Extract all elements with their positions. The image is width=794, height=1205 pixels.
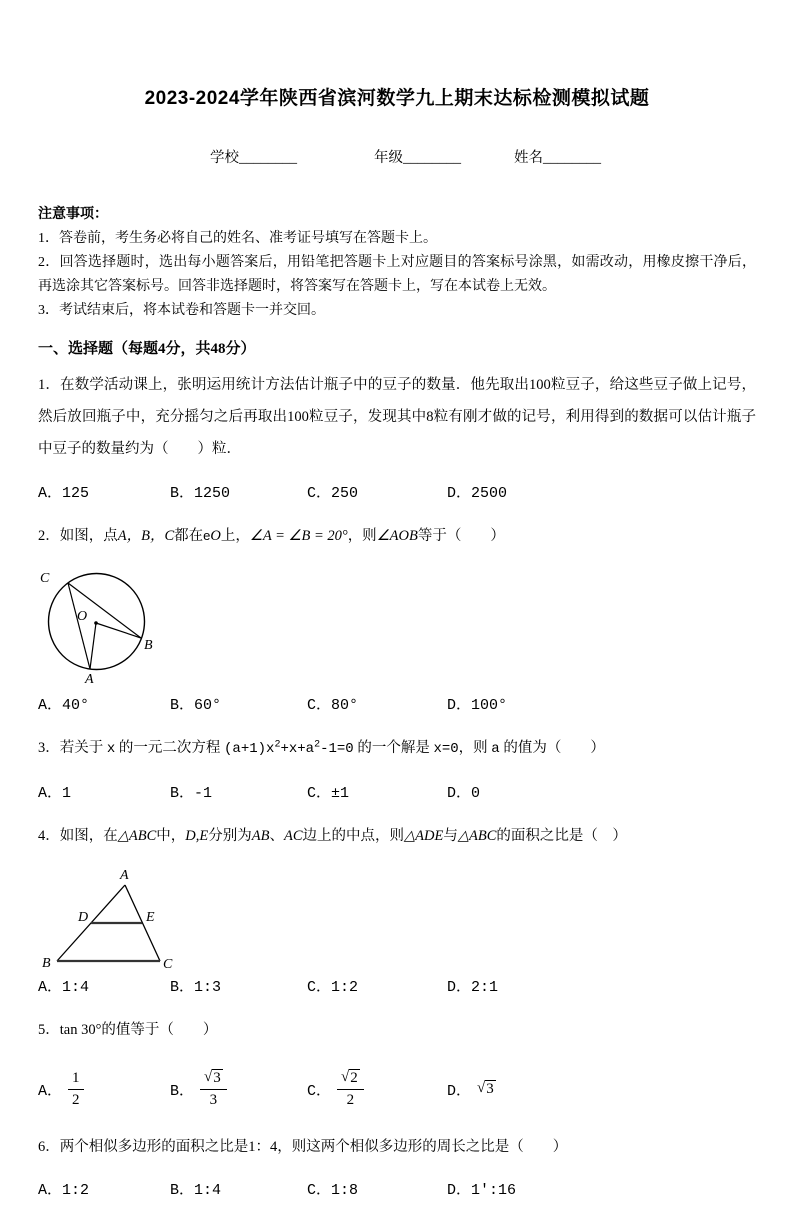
q5-option-c: C． $\frac{√2}{2}$: [307, 1069, 447, 1110]
page-title: 2023-2024学年陕西省滨河数学九上期末达标检测模拟试题: [144, 88, 650, 109]
q1-option-c: C．250: [307, 484, 359, 502]
q6-option-a: A．1:2: [38, 1182, 90, 1199]
circle-diagram: [30, 566, 165, 688]
circle-label-b: B: [144, 638, 153, 653]
q2-option-a: A．40°: [38, 697, 90, 714]
radical-sign: √: [204, 1069, 213, 1085]
q5-option-d: D． √3: [447, 1080, 494, 1100]
q3-option-c: C．±1: [307, 784, 350, 802]
question-2-text: 2．如图，点A，B，C都在eO上，∠A = ∠B = 20°，则∠AOB等于（ ）: [38, 527, 505, 544]
q6-option-d: D．1′:16: [447, 1182, 517, 1199]
triangle-label-e: E: [146, 910, 155, 925]
question-5-options: [38, 1061, 756, 1119]
circle-label-c: C: [40, 571, 50, 586]
header-fields: [210, 149, 756, 167]
q1-option-d: D．2500: [447, 484, 508, 502]
q4-option-c: C．1:2: [307, 979, 359, 996]
name-field: 姓名________: [514, 150, 601, 166]
question-3-text: 3．若关于 x 的一元二次方程 $(a+1)x^2+x+a^2-1=0$ 的一个解是 x=0，则 a 的值为（ ）: [38, 739, 605, 757]
q1-option-a: A．125: [38, 484, 90, 502]
circle-symbol: e: [203, 527, 211, 543]
triangle-diagram: [35, 866, 185, 974]
q5-option-a: A． $\frac{1}{2}$: [38, 1069, 170, 1110]
question-2-options: [38, 692, 756, 720]
q3-option-b: B．-1: [170, 784, 213, 802]
notice-item-3: 3．考试结束后，将本试卷和答题卡一并交回。: [38, 303, 325, 318]
question-1-text: 1．在数学活动课上，张明运用统计方法估计瓶子中的豆子的数量．他先取出100粒豆子，给这些豆子做上记号，然后放回瓶子中，充分摇匀之后再取出100粒豆子，发现其中8粒有刚才做的记号，利用得到的数据可以估计瓶子中豆子的数量约为（ ）粒．: [38, 377, 756, 457]
circle-label-o: O: [77, 609, 88, 624]
q2-option-c: C．80°: [307, 697, 359, 714]
grade-field: 年级________: [374, 150, 461, 166]
radical-sign: √: [477, 1080, 486, 1097]
circle-label-a: A: [85, 672, 94, 687]
q4-option-b: B．1:3: [170, 979, 222, 996]
q2-option-b: B．60°: [170, 697, 222, 714]
radical-sign: √: [341, 1069, 350, 1085]
question-4-figure: [35, 866, 756, 974]
notice-section: [38, 203, 756, 323]
q3-option-a: A．1: [38, 784, 72, 802]
school-field: 学校________: [210, 150, 297, 166]
triangle-label-c: C: [163, 957, 173, 972]
question-1-options: [38, 480, 756, 508]
triangle-label-a: A: [120, 868, 129, 883]
triangle-label-b: B: [42, 956, 51, 971]
q6-option-b: B．1:4: [170, 1182, 222, 1199]
question-2-figure: [30, 566, 756, 688]
triangle-label-d: D: [78, 910, 89, 925]
q2-option-d: D．100°: [447, 697, 508, 714]
notice-heading: 注意事项：: [38, 207, 108, 222]
question-5-text: 5．tan 30°的值等于（ ）: [38, 1022, 218, 1038]
question-4-options: [38, 974, 756, 1002]
section-heading-choice: 一、选择题（每题4分，共48分）: [38, 341, 256, 357]
q3-option-d: D．0: [447, 784, 481, 802]
question-6-text: 6．两个相似多边形的面积之比是1：4，则这两个相似多边形的周长之比是（ ）: [38, 1138, 568, 1155]
question-4-text: 4．如图，在△ABC中，D,E分别为AB、AC边上的中点，则△ADE与△ABC的面积之比是（ ）: [38, 827, 627, 844]
q1-option-b: B．1250: [170, 484, 231, 502]
q4-option-a: A．1:4: [38, 979, 90, 996]
q4-option-d: D．2:1: [447, 979, 499, 996]
notice-item-2: 2．回答选择题时，选出每小题答案后，用铅笔把答题卡上对应题目的答案标号涂黑，如需改动，用橡皮擦干净后，再选涂其它答案标号。回答非选择题时，将答案写在答题卡上，写在本试卷上无效。: [38, 255, 756, 294]
question-6-options: [38, 1177, 756, 1205]
question-3-options: [38, 780, 756, 808]
q5-option-b: B． $\frac{√3}{3}$: [170, 1069, 307, 1110]
notice-item-1: 1．答卷前，考生务必将自己的姓名、准考证号填写在答题卡上。: [38, 231, 437, 246]
q6-option-c: C．1:8: [307, 1182, 359, 1199]
